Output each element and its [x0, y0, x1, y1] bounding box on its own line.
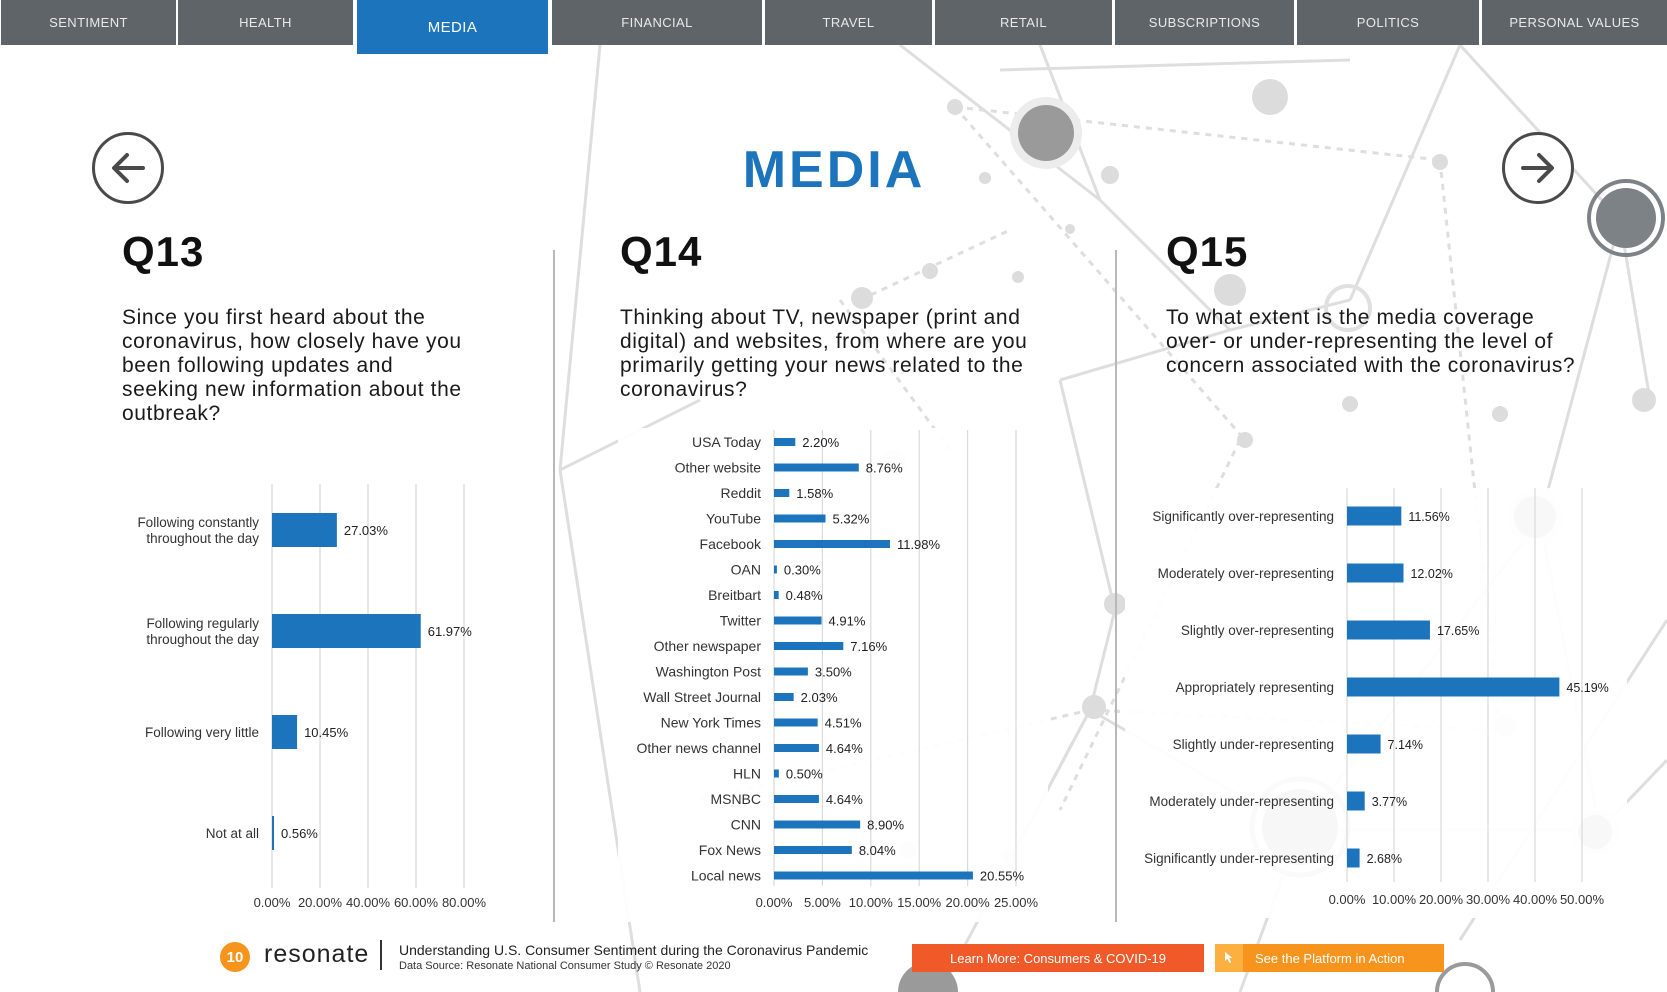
q13-category-label: throughout the day	[146, 632, 259, 647]
tab-subscriptions[interactable]: SUBSCRIPTIONS	[1115, 0, 1294, 45]
q15-category-label: Slightly over-representing	[1180, 623, 1334, 638]
brand-logo: resonate	[264, 940, 370, 968]
q15-x-tick-label: 50.00%	[1559, 892, 1605, 907]
q14-number: Q14	[620, 228, 703, 275]
q15-category-label: Significantly under-representing	[1144, 851, 1334, 866]
q14-value-label: 20.55%	[979, 868, 1025, 884]
q14-category-label: Facebook	[699, 536, 761, 552]
q14-category-label: Breitbart	[708, 587, 761, 603]
q14-category-label: Washington Post	[655, 663, 761, 680]
q14-category-label: Other newspaper	[653, 638, 761, 654]
q15-number: Q15	[1166, 228, 1249, 275]
q15-bar	[1347, 564, 1403, 583]
see-platform-button[interactable]	[1215, 944, 1444, 972]
q13-value-label: 27.03%	[343, 523, 388, 538]
q14-category-label: New York Times	[660, 714, 761, 731]
footer	[0, 938, 1667, 992]
q15-value-label: 12.02%	[1410, 567, 1453, 581]
q15-bar	[1347, 507, 1401, 526]
q15-bar	[1347, 678, 1559, 697]
q15-value-label: 11.56%	[1408, 510, 1450, 524]
q14-category-label: HLN	[732, 765, 761, 782]
footer-divider	[380, 940, 382, 970]
q15-category-label: Appropriately representing	[1175, 680, 1334, 695]
q14-value-label: 0.30%	[783, 562, 821, 578]
q15-bar	[1347, 621, 1430, 640]
q15-category-label: Significantly over-representing	[1152, 509, 1334, 524]
q15-x-tick-label: 30.00%	[1465, 892, 1511, 907]
footer-source: Data Source: Resonate National Consumer Study © Resonate 2020	[399, 960, 731, 972]
pointer-hand-icon	[1215, 944, 1243, 972]
q14-value-label: 3.50%	[814, 664, 852, 680]
q14-category-label: OAN	[730, 561, 761, 578]
q13-category-label: throughout the day	[146, 531, 259, 546]
learn-more-button[interactable]: Learn More: Consumers & COVID-19	[912, 944, 1204, 972]
q14-category-label: CNN	[730, 816, 761, 833]
q14-category-label: Twitter	[719, 612, 761, 629]
footer-title: Understanding U.S. Consumer Sentiment during the Coronavirus Pandemic	[399, 942, 869, 958]
tab-sentiment[interactable]: SENTIMENT	[1, 0, 176, 45]
q15-value-label: 7.14%	[1387, 738, 1424, 752]
q14-value-label: 4.91%	[828, 613, 866, 629]
q13-text: Since you first heard about the coronavirus, how closely have you been following updates and seeking new information about the outbreak?	[122, 306, 462, 425]
q13-value-label: 0.56%	[281, 826, 318, 841]
tab-politics[interactable]: POLITICS	[1297, 0, 1479, 45]
q14-category-label: Wall Street Journal	[643, 689, 761, 705]
q14-x-tick-label: 5.00%	[803, 895, 841, 910]
q14-value-label: 0.48%	[785, 588, 823, 603]
q14-value-label: 2.20%	[802, 435, 840, 450]
q14-category-label: Local news	[690, 867, 761, 884]
q15-x-tick-label: 20.00%	[1418, 892, 1464, 907]
page-title: MEDIA	[742, 141, 926, 199]
q15-value-label: 2.68%	[1366, 852, 1403, 866]
q15-value-label: 17.65%	[1436, 624, 1480, 638]
q14-x-tick-label: 0.00%	[755, 895, 793, 910]
tab-retail[interactable]: RETAIL	[935, 0, 1112, 45]
q14-value-label: 1.58%	[796, 486, 834, 501]
q15-x-tick-label: 0.00%	[1328, 892, 1366, 907]
q14-value-label: 8.90%	[867, 817, 905, 833]
q14-value-label: 8.04%	[858, 843, 896, 858]
q13-category-label: Following regularly	[146, 616, 259, 631]
q15-x-tick-label: 10.00%	[1371, 892, 1417, 907]
q14-category-label: Fox News	[698, 842, 761, 858]
q14-category-label: Other news channel	[636, 740, 761, 756]
q14-x-tick-label: 20.00%	[945, 895, 990, 910]
q14-value-label: 4.64%	[825, 741, 863, 756]
page-number-badge: 10	[220, 942, 250, 972]
q15-category-label: Slightly under-representing	[1172, 737, 1334, 752]
q13-x-tick-label: 20.00%	[297, 895, 343, 910]
q13-category-label: Following very little	[144, 725, 259, 740]
q13-number: Q13	[122, 228, 205, 275]
q13-value-label: 61.97%	[427, 624, 472, 639]
q14-value-label: 7.16%	[850, 639, 888, 654]
q14-category-label: YouTube	[705, 510, 761, 527]
q15-text: To what extent is the media coverage over- or under-representing the level of concern associated with the coronavirus?	[1166, 306, 1576, 377]
q15-x-tick-label: 40.00%	[1512, 892, 1558, 907]
q15-bar	[1347, 735, 1381, 754]
see-platform-label: See the Platform in Action	[1255, 950, 1405, 966]
q13-category-label: Not at all	[205, 826, 259, 841]
tab-travel[interactable]: TRAVEL	[765, 0, 932, 45]
q14-category-label: Reddit	[720, 485, 761, 501]
q15-category-label: Moderately under-representing	[1149, 794, 1334, 809]
q15-value-label: 3.77%	[1371, 795, 1408, 809]
q13-x-tick-label: 60.00%	[393, 895, 439, 910]
q15-bar	[1347, 792, 1365, 811]
q13-x-tick-label: 80.00%	[441, 895, 487, 910]
tab-health[interactable]: HEALTH	[178, 0, 353, 45]
q14-value-label: 4.64%	[825, 792, 863, 807]
q15-value-label: 45.19%	[1566, 681, 1609, 695]
q14-x-tick-label: 25.00%	[993, 895, 1039, 910]
q14-value-label: 4.51%	[824, 715, 862, 731]
q13-x-tick-label: 40.00%	[345, 895, 391, 910]
q14-category-label: USA Today	[691, 434, 761, 450]
q13-x-tick-label: 0.00%	[253, 895, 291, 910]
q14-value-label: 8.76%	[865, 460, 903, 476]
q14-value-label: 2.03%	[800, 690, 838, 705]
q15-category-label: Moderately over-representing	[1157, 566, 1334, 581]
q15-bar	[1347, 849, 1360, 868]
tab-financial[interactable]: FINANCIAL	[552, 0, 762, 45]
q13-category-label: Following constantly	[137, 515, 259, 530]
q14-value-label: 5.32%	[832, 511, 870, 527]
q14-category-label: MSNBC	[710, 791, 761, 807]
q14-text: Thinking about TV, newspaper (print and digital) and websites, from where are you primarily getting your news related to the coronavirus?	[620, 306, 1028, 401]
tab-media[interactable]: MEDIA	[357, 0, 548, 54]
q14-value-label: 11.98%	[896, 537, 941, 552]
q14-x-tick-label: 15.00%	[897, 895, 942, 910]
tab-personal-values[interactable]: PERSONAL VALUES	[1482, 0, 1667, 45]
q13-value-label: 10.45%	[304, 725, 349, 740]
q14-category-label: Other website	[674, 459, 761, 476]
q14-value-label: 0.50%	[785, 766, 823, 782]
q14-x-tick-label: 10.00%	[848, 895, 893, 910]
